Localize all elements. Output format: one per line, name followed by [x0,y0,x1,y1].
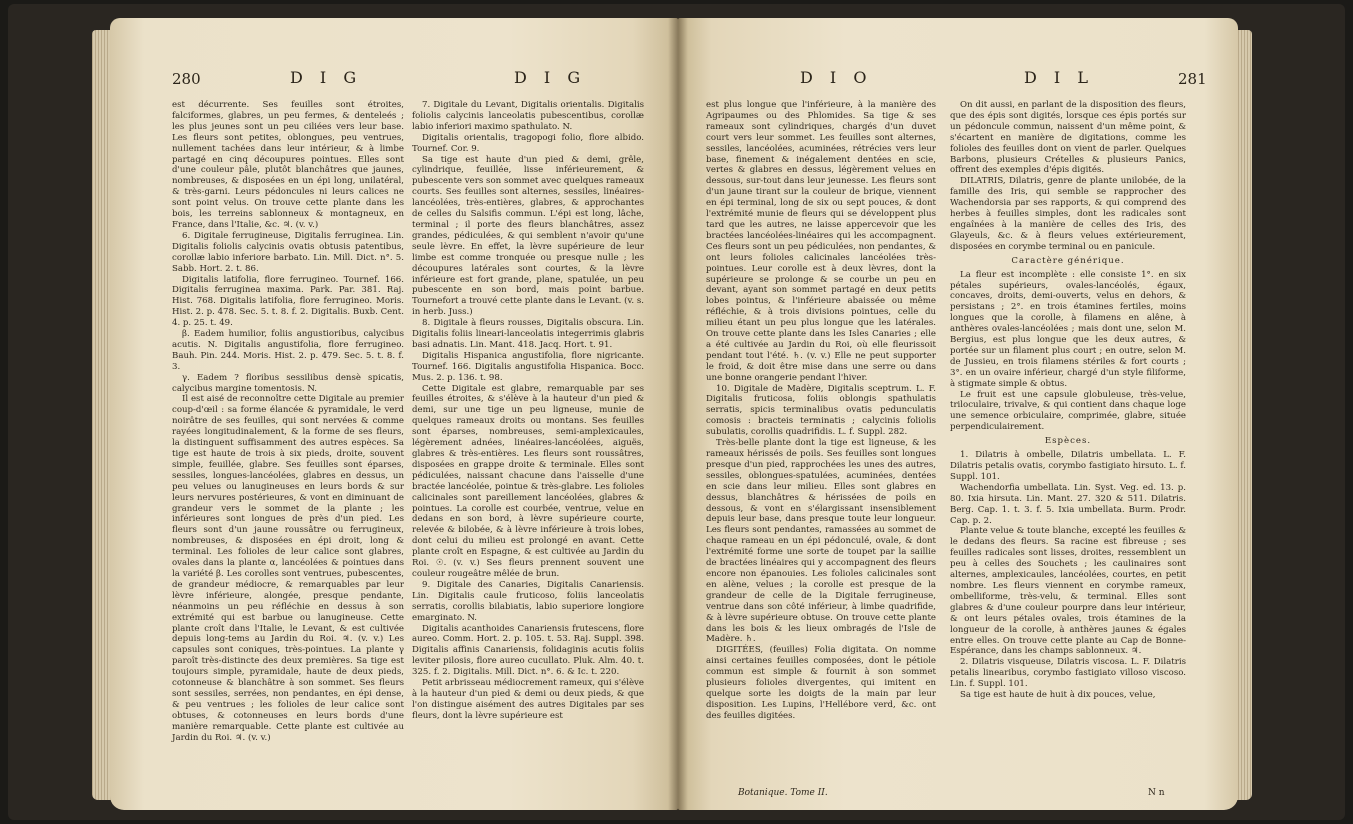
paragraph: Très-belle plante dont la tige est ligneuse, & les rameaux hérissés de poils. Ses feuilles sont longues presque d'un pied, rapprochées les unes des autres, sessiles, oblongues-spatulées, acuminées, dentées en scie dans leur milieu. Elles sont glabres en dessus, blanchâtres & hérissées de poils en dessous, & vont en s'élargissant insensiblement depuis leur base, dans presque toute leur longueur. Les fleurs sont pendantes, ramassées au sommet de chaque rameau en un épi pédonculé, ovale, & dont l'extrémité forme une sorte de toupet par la saillie de bractées linéaires qui y accompagnent des fleurs encore non épanouies. Les folioles calicinales sont en alène, velues ; la corolle est presque de la grandeur de celle de la Digitale ferrugineuse, ventrue dans son côté inférieur, à limbe quadrifide, & à lèvre supérieure obtuse. On trouve cette plante dans les bois & les lieux ombragés de l'Isle de Madère. ♄. [706,438,936,645]
left-running-head-2: D I G [514,68,587,87]
left-page-edges [92,30,112,800]
right-column-2 [950,100,1186,701]
paragraph: 8. Digitale à fleurs rousses, Digitalis obscura. Lin. Digitalis foliis lineari-lanceolatis integerrimis glabris basi adnatis. Lin. Mant. 418. Jacq. Hort. t. 91. [412,318,644,350]
paragraph: On dit aussi, en parlant de la disposition des fleurs, que des épis sont digités, lorsque ces épis portés sur un pédoncule commun, naissent d'un même point, & s'écartent en manière de digitations, comme les folioles des feuilles dont on vient de parler. Quelques Barbons, plusieurs Crételles & plusieurs Panics, offrent des exemples d'épis digités. [950,100,1186,176]
paragraph: 2. Dilatris visqueuse, Dilatris viscosa. L. F. Dilatris petalis linearibus, corymbo fastigiato villoso viscoso. Lin. f. Suppl. 101. [950,657,1186,690]
left-column-1 [172,100,404,743]
paragraph: 7. Digitale du Levant, Digitalis orientalis. Digitalis foliolis calycinis lanceolatis pubescentibus, corollæ labio inferiori maximo spathulato. N. [412,100,644,132]
paragraph: Petit arbrisseau médiocrement rameux, qui s'élève à la hauteur d'un pied & demi ou deux pieds, & que l'on distingue aisément des autres Digitales par ses fleurs, dont la lèvre supérieure est [412,678,644,721]
paragraph: DIGITÉES, (feuilles) Folia digitata. On nomme ainsi certaines feuilles composées, dont le pétiole commun est simple & fournit à son sommet plusieurs folioles divergentes, qui imitent en quelque sorte les doigts de la main par leur disposition. Les Lupins, l'Hellébore verd, &c. ont des feuilles digitées. [706,645,936,721]
volume-footer: Botanique. Tome II. [738,788,828,798]
paragraph: Digitalis acanthoides Canariensis frutescens, flore aureo. Comm. Hort. 2. p. 105. t. 53. Raj. Suppl. 398. Digitalis affinis Canariensis, folidaginis acutis foliis leviter pilosis, flore aureo cucullato. Pluk. Alm. 40. t. 325. f. 2. Digitalis. Mill. Dict. n°. 6. & Ic. t. 220. [412,623,644,678]
paragraph: DILATRIS, Dilatris, genre de plante unilobée, de la famille des Iris, qui semble se rapprocher des Wachendorsia par ses rapports, & qui comprend des herbes à feuilles simples, dont les radicales sont engaînées à la manière de celles des Iris, des Glayeuls, &c. & à fleurs velues extérieurement, disposées en corymbe terminal ou en panicule. [950,176,1186,252]
paragraph: est décurrente. Ses feuilles sont étroites, falciformes, glabres, un peu fermes, & denteleés ; les plus jeunes sont un peu ciliées vers leur base. Les fleurs sont petites, oblongues, peu ventrues, nullement tachées dans leur intérieur, & à limbe partagé en cinq découpures pointues. Elles sont d'une couleur pâle, plutôt blanchâtres que jaunes, nombreuses, & disposées en un épi long, unilatéral, & très-garni. Leurs pédoncules ni leurs calices ne sont point velus. On trouve cette plante dans les bois, les terreins sablonneux & montagneux, en France, dans l'Italie, &c. ♃. (v. v.) [172,100,404,230]
paragraph: Digitalis orientalis, tragopogi folio, flore albido. Tournef. Cor. 9. [412,132,644,154]
paragraph: β. Eadem humilior, foliis angustioribus, calycibus acutis. N. Digitalis angustifolia, flore ferrugineo. Bauh. Pin. 244. Moris. Hist. 2. p. 479. Sec. 5. t. 8. f. 3. [172,329,404,372]
paragraph: 9. Digitale des Canaries, Digitalis Canariensis. Lin. Digitalis caule fruticoso, foliis lanceolatis serratis, corollis bilabiatis, labio superiore longiore emarginato. N. [412,579,644,623]
right-page-number: 281 [1178,70,1207,88]
paragraph: Sa tige est haute de huit à dix pouces, velue, [960,690,1156,701]
paragraph: 6. Digitale ferrugineuse, Digitalis ferruginea. Lin. Digitalis foliolis calycinis ovatis obtusis patentibus, corollæ labio inferiore barbato. Lin. Mill. Dict. n°. 5. Sabb. Hort. 2. t. 86. [172,230,404,274]
paragraph: Le fruit est une capsule globuleuse, très-velue, triloculaire, trivalve, & qui contient dans chaque loge une semence orbiculaire, comprimée, glabre, située perpendiculairement. [950,389,1186,433]
paragraph: Plante velue & toute blanche, excepté les feuilles & le dedans des fleurs. Sa racine est fibreuse ; ses feuilles radicales sont lisses, droites, ressemblent un peu à celles des Souchets ; les caulinaires sont alternes, amplexicaules, lancéolées, courtes, en petit nombre. Les fleurs viennent en corymbe rameux, ombelliforme, très-velu, & terminal. Elles sont glabres & d'une couleur pourpre dans leur intérieur, & ont leurs pétales ovales, trois étamines de la longueur de la corolle, à anthères jaunes & égales entre elles. On trouve cette plante au Cap de Bonne-Espérance, dans les champs sablonneux. ♃. [950,526,1186,657]
paragraph: Il est aisé de reconnoître cette Digitale au premier coup-d'œil : sa forme élancée & pyramidale, le verd noirâtre de ses feuilles, qui sont nervées & comme rayées longitudinalement, & la forme de ses fleurs, la distinguent suffisamment des autres espèces. Sa tige est haute de trois à six pieds, droite, souvent simple, feuillée, glabre. Ses feuilles sont éparses, sessiles, longues-lancéolées, glabres en dessus, un peu velues ou lanugineuses en leurs bords & sur leurs nervures postérieures, & vont en diminuant de grandeur vers le sommet de la plante ; les inférieures sont longues de près d'un pied. Les fleurs sont d'un jaune roussâtre ou ferrugineux, nombreuses, & disposées en épi droit, long & terminal. Les folioles de leur calice sont glabres, ovales dans la plante α, lancéolées & pointues dans la variété β. Les corolles sont ventrues, pubescentes, de grandeur médiocre, & remarquables par leur lèvre inférieure, alongée, presque pendante, néanmoins un peu réfléchie en dessus à son extrémité qui est barbue ou lanugineuse. Cette plante croît dans l'Italie, le Levant, & est cultivée depuis long-tems au Jardin du Roi. ♃. (v. v.) Les capsules sont coniques, très-pointues. La plante γ paroît très-distincte des deux premières. Sa tige est toujours simple, pyramidale, haute de deux pieds, cotonneuse & blanchâtre à son sommet. Ses fleurs sont sessiles, serrées, non pendantes, en épi dense, & peu ventrues ; les folioles de leur calice sont obtuses, & cotonneuses en leurs bords d'une manière remarquable. Cette plante est cultivée au Jardin du Roi. ♃. (v. v.) [172,394,404,743]
paragraph: Cette Digitale est glabre, remarquable par ses feuilles étroites, & s'élève à la hauteur d'un pied & demi, sur une tige un peu ligneuse, munie de quelques rameaux droits ou montans. Ses feuilles sont éparses, nombreuses, semi-amplexicaules, légèrement adnées, linéaires-lancéolées, aiguës, glabres & très-entières. Les fleurs sont roussâtres, disposées en grappe droite & terminale. Elles sont pédiculées, naissant chacune dans l'aisselle d'une bractée lancéolée, pointue & très-glabre. Les folioles calicinales sont pareillement lancéolées, glabres & pointues. La corolle est courbée, ventrue, velue en dedans en son bord, à lèvre supérieure courte, relevée & bilobée, & à lèvre inférieure à trois lobes, dont celui du milieu est prolongé en avant. Cette plante croît en Espagne, & est cultivée au Jardin du Roi. ☉. (v. v.) Ses fleurs prennent souvent une couleur rougeâtre mêlée de brun. [412,383,644,579]
left-column-2 [412,100,644,722]
right-column-1 [706,100,936,722]
right-page-edges [1236,30,1252,800]
left-page [110,18,678,810]
book-gutter [668,18,688,810]
section-heading: Caractère générique. [1011,255,1125,266]
paragraph: Digitalis latifolia, flore ferrugineo. Tournef. 166. Digitalis ferruginea maxima. Park. Par. 381. Raj. Hist. 768. Digitalis latifolia, flore ferrugineo. Moris. Hist. 2. p. 478. Sec. 5. t. 8. f. 2. Digitalis. Buxb. Cent. 4. p. 25. t. 49. [172,274,404,329]
right-running-head-1: D I O [800,68,873,87]
paragraph: Digitalis Hispanica angustifolia, flore nigricante. Tournef. 166. Digitalis angustifolia Hispanica. Bocc. Mus. 2. p. 136. t. 98. [412,350,644,383]
paragraph: 1. Dilatris à ombelle, Dilatris umbellata. L. F. Dilatris petalis ovatis, corymbo fastigiato hirsuto. L. f. Suppl. 101. [950,450,1186,482]
paragraph: Sa tige est haute d'un pied & demi, grêle, cylindrique, feuillée, lisse inférieurement, & pubescente vers son sommet avec quelques rameaux courts. Ses feuilles sont alternes, sessiles, linéaires-lancéolées, très-entières, glabres, & approchantes de celles du Salsifis commun. L'épi est long, lâche, terminal ; il porte des fleurs blanchâtres, assez grandes, pédiculées, & qui semblent n'avoir qu'une seule lèvre. En effet, la lèvre supérieure de leur limbe est comme tronquée ou presque nulle ; les découpures latérales sont courtes, & la lèvre inférieure est fort grande, plane, spatulée, un peu pubescente en son bord, mais point barbue. Tournefort a trouvé cette plante dans le Levant. (v. s. in herb. Juss.) [412,154,644,318]
paragraph: γ. Eadem ? floribus sessilibus densè spicatis, calycibus margine tomentosis. N. [172,372,404,394]
paragraph: Wachendorfia umbellata. Lin. Syst. Veg. ed. 13. p. 80. Ixia hirsuta. Lin. Mant. 27. 320 & 511. Dilatris. Berg. Cap. 1. t. 3. f. 5. Ixia umbellata. Burm. Prodr. Cap. p. 2. [950,482,1186,526]
section-heading: Espèces. [1044,436,1092,447]
left-running-head-1: D I G [290,68,363,87]
paragraph: 10. Digitale de Madère, Digitalis sceptrum. L. F. Digitalis fruticosa, foliis oblongis spathulatis serratis, spicis terminalibus ovatis pedunculatis comosis : bracteis terminatis ; calycinis foliolis subulatis, corollis quadrifidis. L. f. Suppl. 282. [706,383,936,438]
paragraph: La fleur est incomplète : elle consiste 1°. en six pétales supérieurs, ovales-lancéolés, égaux, concaves, droits, demi-ouverts, velus en dehors, & persistans ; 2°. en trois étamines fertiles, moins longues que la corolle, à filamens en alêne, à anthères ovales-lancéolées ; mais dont une, selon M. Bergius, est plus longue que les deux autres, & portée sur un filament plus court ; en outre, selon M. de Jussieu, en trois filamens stériles & fort courts ; 3°. en un ovaire inférieur, chargé d'un style filiforme, à stigmate simple & obtus. [950,269,1186,389]
right-page [678,18,1238,810]
right-running-head-2: D I L [1024,68,1094,87]
left-page-number: 280 [172,70,201,88]
paragraph: est plus longue que l'inférieure, à la manière des Agripaumes ou des Phlomides. Sa tige & ses rameaux sont cylindriques, chargés d'un duvet court vers leur sommet. Les feuilles sont alternes, sessiles, lancéolées, acuminées, rétrécies vers leur base, finement & inégalement dentées en scie, vertes & glabres en dessus, légèrement velues en dessous, sur-tout dans leur jeunesse. Les fleurs sont d'un jaune tirant sur la couleur de brique, viennent en épi terminal, long de six ou sept pouces, & dont l'extrémité munie de fleurs qui se développent plus tard que les autres, ne laisse appercevoir que les bractées lancéolées-linéaires qui les accompagnent. Ces fleurs sont un peu pédiculées, non pendantes, & ont leurs folioles calicinales lancéolées très-pointues. Leur corolle est à deux lèvres, dont la supérieure se prolonge & se courbe un peu en devant, ayant son sommet partagé en deux petits lobes pointus, & l'inférieure abaissée ou même réfléchie, & à trois divisions pointues, celle du milieu étant un peu plus longue que les latérales. On trouve cette plante dans les Isles Canaries ; elle a été cultivée au Jardin du Roi, où elle fleurissoit pendant tout l'été. ♄. (v. v.) Elle ne peut supporter le froid, & doit être mise dans une serre ou dans une bonne orangerie pendant l'hiver. [706,100,936,383]
signature-mark: N n [1148,788,1165,798]
